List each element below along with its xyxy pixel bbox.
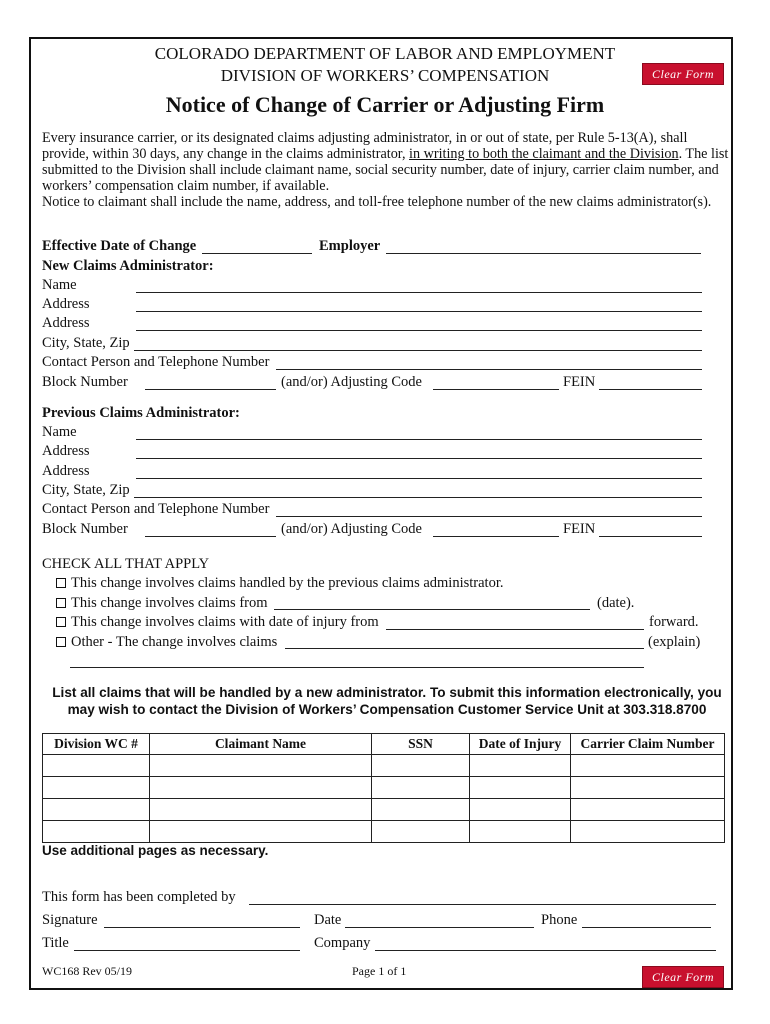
- intro-text-2: . The list submitted to the Division shall include claimant name, social security number, date of injury, carrier claim number, and workers’ compensation claim number, if available.: [42, 146, 729, 194]
- additional-pages-note: Use additional pages as necessary.: [42, 843, 269, 858]
- table-cell[interactable]: [372, 799, 470, 821]
- table-row: [43, 755, 725, 777]
- check-option-2-suffix: (date).: [597, 595, 635, 611]
- new-address1-label: Address: [42, 296, 90, 312]
- new-address1-field[interactable]: [136, 311, 702, 312]
- prev-adjusting-label: (and/or) Adjusting Code: [281, 521, 422, 537]
- prev-city-label: City, State, Zip: [42, 482, 130, 498]
- table-cell[interactable]: [571, 799, 725, 821]
- check-option-2: [56, 595, 268, 612]
- intro-text-3: Notice to claimant shall include the name, address, and toll-free telephone number of the new claims administrator(s).: [42, 194, 712, 210]
- table-cell[interactable]: [150, 777, 372, 799]
- prev-city-field[interactable]: [134, 497, 702, 498]
- check-heading: CHECK ALL THAT APPLY: [42, 556, 210, 572]
- prev-name-label: Name: [42, 424, 77, 440]
- check-option-1: [56, 575, 504, 592]
- prev-block-field[interactable]: [145, 536, 276, 537]
- prev-address2-field[interactable]: [136, 478, 702, 479]
- new-block-label: Block Number: [42, 374, 128, 390]
- new-name-label: Name: [42, 277, 77, 293]
- table-cell[interactable]: [43, 777, 150, 799]
- new-fein-label: FEIN: [563, 374, 596, 390]
- employer-label: Employer: [319, 238, 381, 254]
- new-adjusting-field[interactable]: [433, 389, 559, 390]
- new-address2-field[interactable]: [136, 330, 702, 331]
- prev-block-label: Block Number: [42, 521, 128, 537]
- title-label: Title: [42, 935, 69, 951]
- employer-field[interactable]: [386, 253, 701, 254]
- check-option-1-label: This change involves claims handled by the previous claims administrator.: [71, 575, 504, 591]
- prev-address1-field[interactable]: [136, 458, 702, 459]
- agency-name: COLORADO DEPARTMENT OF LABOR AND EMPLOYMENT: [154, 44, 616, 63]
- injury-from-date-field[interactable]: [386, 629, 644, 630]
- new-admin-heading: New Claims Administrator:: [42, 258, 214, 274]
- intro-paragraph: [42, 130, 732, 210]
- prev-address2-label: Address: [42, 463, 90, 479]
- table-cell[interactable]: [470, 799, 571, 821]
- claims-table: [42, 733, 725, 843]
- new-city-label: City, State, Zip: [42, 335, 130, 351]
- date-field[interactable]: [345, 927, 534, 928]
- table-cell[interactable]: [150, 755, 372, 777]
- new-block-field[interactable]: [145, 389, 276, 390]
- prev-fein-label: FEIN: [563, 521, 596, 537]
- title-field[interactable]: [74, 950, 300, 951]
- intro-text-1: Every insurance carrier, or its designated claims adjusting administrator, in or out of state, per Rule 5-13(A), shall provide, within 30 days, any change in the claims administrator,: [42, 130, 688, 162]
- table-cell[interactable]: [470, 821, 571, 843]
- new-city-field[interactable]: [134, 350, 702, 351]
- check-option-2-label: This change involves claims from: [71, 595, 268, 611]
- table-row: [43, 777, 725, 799]
- table-cell[interactable]: [372, 755, 470, 777]
- new-adjusting-label: (and/or) Adjusting Code: [281, 374, 422, 390]
- prev-adjusting-field[interactable]: [433, 536, 559, 537]
- check-option-4-label: Other - The change involves claims: [71, 634, 278, 650]
- table-cell[interactable]: [372, 777, 470, 799]
- notice-line-2: may wish to contact the Division of Workers’ Compensation Customer Service Unit at 303.318.8700: [67, 702, 707, 717]
- check-option-3: [56, 614, 379, 631]
- table-row: [43, 821, 725, 843]
- other-explain-field-2[interactable]: [70, 667, 644, 668]
- form-id: WC168 Rev 05/19: [42, 964, 132, 978]
- table-cell[interactable]: [43, 821, 150, 843]
- clear-form-button-top[interactable]: Clear Form: [642, 63, 724, 85]
- page-title: Notice of Change of Carrier or Adjusting Firm: [165, 92, 605, 117]
- company-label: Company: [314, 935, 371, 951]
- prev-contact-field[interactable]: [276, 516, 702, 517]
- table-cell[interactable]: [571, 821, 725, 843]
- table-cell[interactable]: [470, 777, 571, 799]
- division-name: DIVISION OF WORKERS’ COMPENSATION: [220, 66, 550, 85]
- claims-from-date-field[interactable]: [274, 609, 590, 610]
- table-row: [43, 799, 725, 821]
- prev-name-field[interactable]: [136, 439, 702, 440]
- table-cell[interactable]: [43, 755, 150, 777]
- prev-admin-heading: Previous Claims Administrator:: [42, 405, 240, 421]
- new-fein-field[interactable]: [599, 389, 702, 390]
- table-cell[interactable]: [470, 755, 571, 777]
- intro-underlined: in writing to both the claimant and the Division: [409, 146, 679, 162]
- table-cell[interactable]: [150, 821, 372, 843]
- other-explain-field[interactable]: [285, 648, 644, 649]
- prev-contact-label: Contact Person and Telephone Number: [42, 501, 270, 517]
- prev-fein-field[interactable]: [599, 536, 702, 537]
- col-ssn: SSN: [372, 734, 470, 755]
- claims-table-header: [43, 734, 725, 755]
- new-address2-label: Address: [42, 315, 90, 331]
- check-option-3-suffix: forward.: [649, 614, 699, 630]
- col-carrier-claim-number: Carrier Claim Number: [571, 734, 725, 755]
- signature-field[interactable]: [104, 927, 300, 928]
- check-option-4: [56, 634, 277, 651]
- electronic-submit-notice: [42, 684, 732, 718]
- effective-date-label: Effective Date of Change: [42, 238, 197, 254]
- signature-label: Signature: [42, 912, 98, 928]
- effective-date-field[interactable]: [202, 253, 312, 254]
- new-name-field[interactable]: [136, 292, 702, 293]
- checkbox-injury-from[interactable]: [56, 617, 66, 627]
- completed-by-label: This form has been completed by: [42, 889, 236, 905]
- new-contact-field[interactable]: [276, 369, 702, 370]
- page-number: Page 1 of 1: [352, 964, 407, 978]
- notice-line-1: List all claims that will be handled by a new administrator. To submit this information electronically, you: [52, 685, 722, 700]
- col-claimant-name: Claimant Name: [150, 734, 372, 755]
- table-cell[interactable]: [150, 799, 372, 821]
- table-cell[interactable]: [571, 777, 725, 799]
- col-division-wc: Division WC #: [43, 734, 150, 755]
- col-date-of-injury: Date of Injury: [470, 734, 571, 755]
- table-cell[interactable]: [372, 821, 470, 843]
- checkbox-previous-admin[interactable]: [56, 578, 66, 588]
- prev-address1-label: Address: [42, 443, 90, 459]
- completed-by-field[interactable]: [249, 904, 716, 905]
- clear-form-button-bottom[interactable]: Clear Form: [642, 966, 724, 988]
- check-option-4-suffix: (explain): [648, 634, 701, 650]
- date-label: Date: [314, 912, 342, 928]
- new-contact-label: Contact Person and Telephone Number: [42, 354, 270, 370]
- company-field[interactable]: [375, 950, 716, 951]
- table-cell[interactable]: [571, 755, 725, 777]
- check-option-3-label: This change involves claims with date of injury from: [71, 614, 379, 630]
- phone-field[interactable]: [582, 927, 711, 928]
- checkbox-other[interactable]: [56, 637, 66, 647]
- table-cell[interactable]: [43, 799, 150, 821]
- phone-label: Phone: [541, 912, 578, 928]
- checkbox-claims-from[interactable]: [56, 598, 66, 608]
